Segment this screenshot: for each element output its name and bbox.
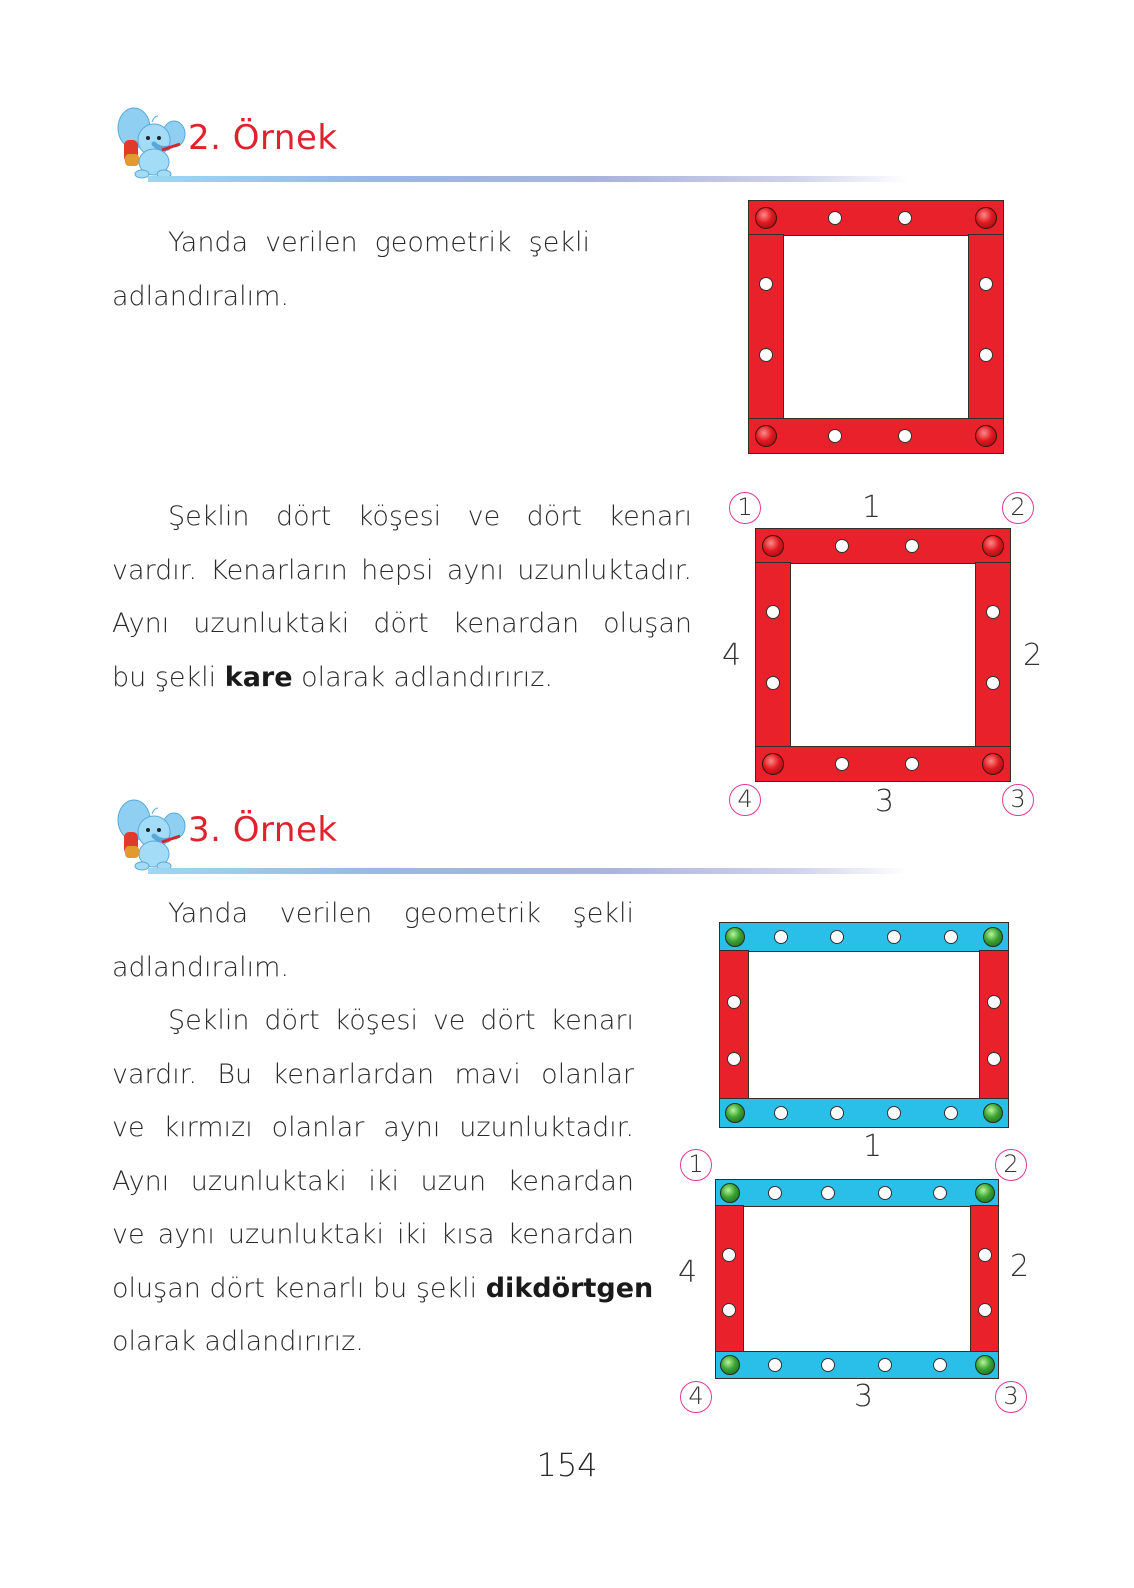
corner-knob <box>975 1183 995 1203</box>
corner-label-2: 2 <box>995 1149 1027 1181</box>
hole <box>898 211 912 225</box>
square-frame-figure <box>748 200 1004 454</box>
hole <box>830 930 844 944</box>
side-label-3: 3 <box>875 784 895 819</box>
frame-bar-right <box>979 950 1009 1100</box>
labeled-square-figure <box>720 488 1043 819</box>
frame-bar-top <box>715 1179 999 1207</box>
frame-bar-left <box>755 562 791 748</box>
text-line: adlandıralım. <box>112 280 290 312</box>
frame-bar-bottom <box>755 746 1011 782</box>
text-line: adlandıralım. <box>112 951 290 983</box>
frame-bar-right <box>970 1205 999 1353</box>
hole <box>768 1186 782 1200</box>
text-line: vardır. Kenarların hepsi aynı uzunluktadır. <box>112 554 692 586</box>
corner-knob <box>983 1103 1003 1123</box>
text-line: vardır. Bu kenarlardan mavi olanlar <box>112 1058 634 1090</box>
text-fragment: oluşan dört kenarlı bu şekli <box>112 1272 486 1304</box>
corner-knob <box>725 927 745 947</box>
hole <box>987 995 1001 1009</box>
side-label-4: 4 <box>722 638 742 673</box>
corner-label-3: 3 <box>1002 784 1034 816</box>
hole <box>905 757 919 771</box>
frame-bar-bottom <box>715 1351 999 1379</box>
side-label-3: 3 <box>854 1379 874 1414</box>
frame-bar-left <box>748 234 784 420</box>
hole <box>835 757 849 771</box>
frame-bar-right <box>975 562 1011 748</box>
text-fragment: olarak adlandırırız. <box>292 661 554 693</box>
text-line <box>112 651 692 705</box>
text-line <box>112 1262 654 1316</box>
hole <box>979 277 993 291</box>
text-line: ve kırmızı olanlar aynı uzunluktadır. <box>112 1112 634 1143</box>
hole <box>722 1303 736 1317</box>
corner-label-3: 3 <box>995 1381 1027 1413</box>
hole <box>835 539 849 553</box>
example-3-body <box>112 887 654 1369</box>
corner-knob <box>762 753 784 775</box>
corner-knob <box>983 927 1003 947</box>
frame-bar-left <box>719 950 749 1100</box>
header-divider <box>148 176 908 182</box>
text-line: Yanda verilen geometrik şekli <box>168 227 590 258</box>
frame-bar-top <box>748 200 1004 236</box>
hole <box>979 348 993 362</box>
example-3-header <box>108 792 898 882</box>
corner-label-4: 4 <box>729 784 761 816</box>
corner-knob <box>720 1183 740 1203</box>
header-divider <box>148 868 908 874</box>
corner-knob <box>975 425 997 447</box>
example-2-intro <box>112 216 590 323</box>
corner-label-2: 2 <box>1002 492 1034 524</box>
hole <box>933 1186 947 1200</box>
square-frame <box>755 528 1011 782</box>
hole <box>828 429 842 443</box>
hole <box>933 1358 947 1372</box>
hole <box>944 1106 958 1120</box>
hole <box>830 1106 844 1120</box>
hole <box>759 277 773 291</box>
text-line: olarak adlandırırız. <box>112 1326 364 1357</box>
text-line: Aynı uzunluktaki iki uzun kenardan <box>112 1165 634 1197</box>
hole <box>759 348 773 362</box>
example-2-header <box>108 100 898 190</box>
corner-knob <box>762 535 784 557</box>
text-fragment: bu şekli <box>112 661 225 693</box>
hole <box>727 995 741 1009</box>
text-line: Aynı uzunluktaki dört kenardan oluşan <box>112 608 692 639</box>
corner-knob <box>725 1103 745 1123</box>
text-line: Şeklin dört köşesi ve dört kenarı <box>168 1005 634 1036</box>
corner-knob <box>975 207 997 229</box>
side-label-1: 1 <box>863 1129 883 1164</box>
example-2-title: 2. Örnek <box>188 118 338 158</box>
frame-bar-top <box>719 922 1009 952</box>
frame-bar-right <box>968 234 1004 420</box>
corner-label-1: 1 <box>729 492 761 524</box>
corner-knob <box>755 207 777 229</box>
text-line: ve aynı uzunluktaki iki kısa kenardan <box>112 1219 634 1250</box>
hole <box>878 1186 892 1200</box>
hole <box>986 605 1000 619</box>
hole <box>978 1303 992 1317</box>
hole <box>986 676 1000 690</box>
side-label-2: 2 <box>1023 638 1043 673</box>
page-number: 154 <box>536 1446 598 1484</box>
labeled-rectangle-figure <box>672 1129 1042 1420</box>
hole <box>944 930 958 944</box>
side-label-1: 1 <box>862 490 882 525</box>
hole <box>905 539 919 553</box>
corner-knob <box>755 425 777 447</box>
frame-bar-top <box>755 528 1011 564</box>
hole <box>774 1106 788 1120</box>
term-dikdortgen: dikdörtgen <box>485 1272 654 1304</box>
side-label-4: 4 <box>678 1255 698 1290</box>
rectangle-frame-figure <box>719 922 1009 1128</box>
hole <box>878 1358 892 1372</box>
corner-knob <box>982 535 1004 557</box>
hole <box>821 1186 835 1200</box>
term-kare: kare <box>224 661 293 693</box>
hole <box>727 1052 741 1066</box>
elephant-mascot-icon <box>112 792 192 872</box>
side-label-2: 2 <box>1010 1249 1030 1284</box>
hole <box>766 605 780 619</box>
frame-bar-bottom <box>719 1098 1009 1128</box>
hole <box>821 1358 835 1372</box>
hole <box>887 1106 901 1120</box>
example-3-title: 3. Örnek <box>188 810 338 850</box>
frame-bar-bottom <box>748 418 1004 454</box>
example-2-body <box>112 490 692 704</box>
text-line: Yanda verilen geometrik şekli <box>168 898 634 929</box>
hole <box>987 1052 1001 1066</box>
hole <box>978 1248 992 1262</box>
elephant-mascot-icon <box>112 100 192 180</box>
hole <box>766 676 780 690</box>
text-line: Şeklin dört köşesi ve dört kenarı <box>168 501 692 532</box>
hole <box>898 429 912 443</box>
hole <box>774 930 788 944</box>
corner-knob <box>975 1355 995 1375</box>
hole <box>887 930 901 944</box>
hole <box>722 1248 736 1262</box>
corner-label-1: 1 <box>680 1149 712 1181</box>
hole <box>828 211 842 225</box>
corner-knob <box>720 1355 740 1375</box>
frame-bar-left <box>715 1205 744 1353</box>
corner-knob <box>982 753 1004 775</box>
corner-label-4: 4 <box>680 1381 712 1413</box>
hole <box>768 1358 782 1372</box>
rectangle-frame <box>715 1179 999 1379</box>
